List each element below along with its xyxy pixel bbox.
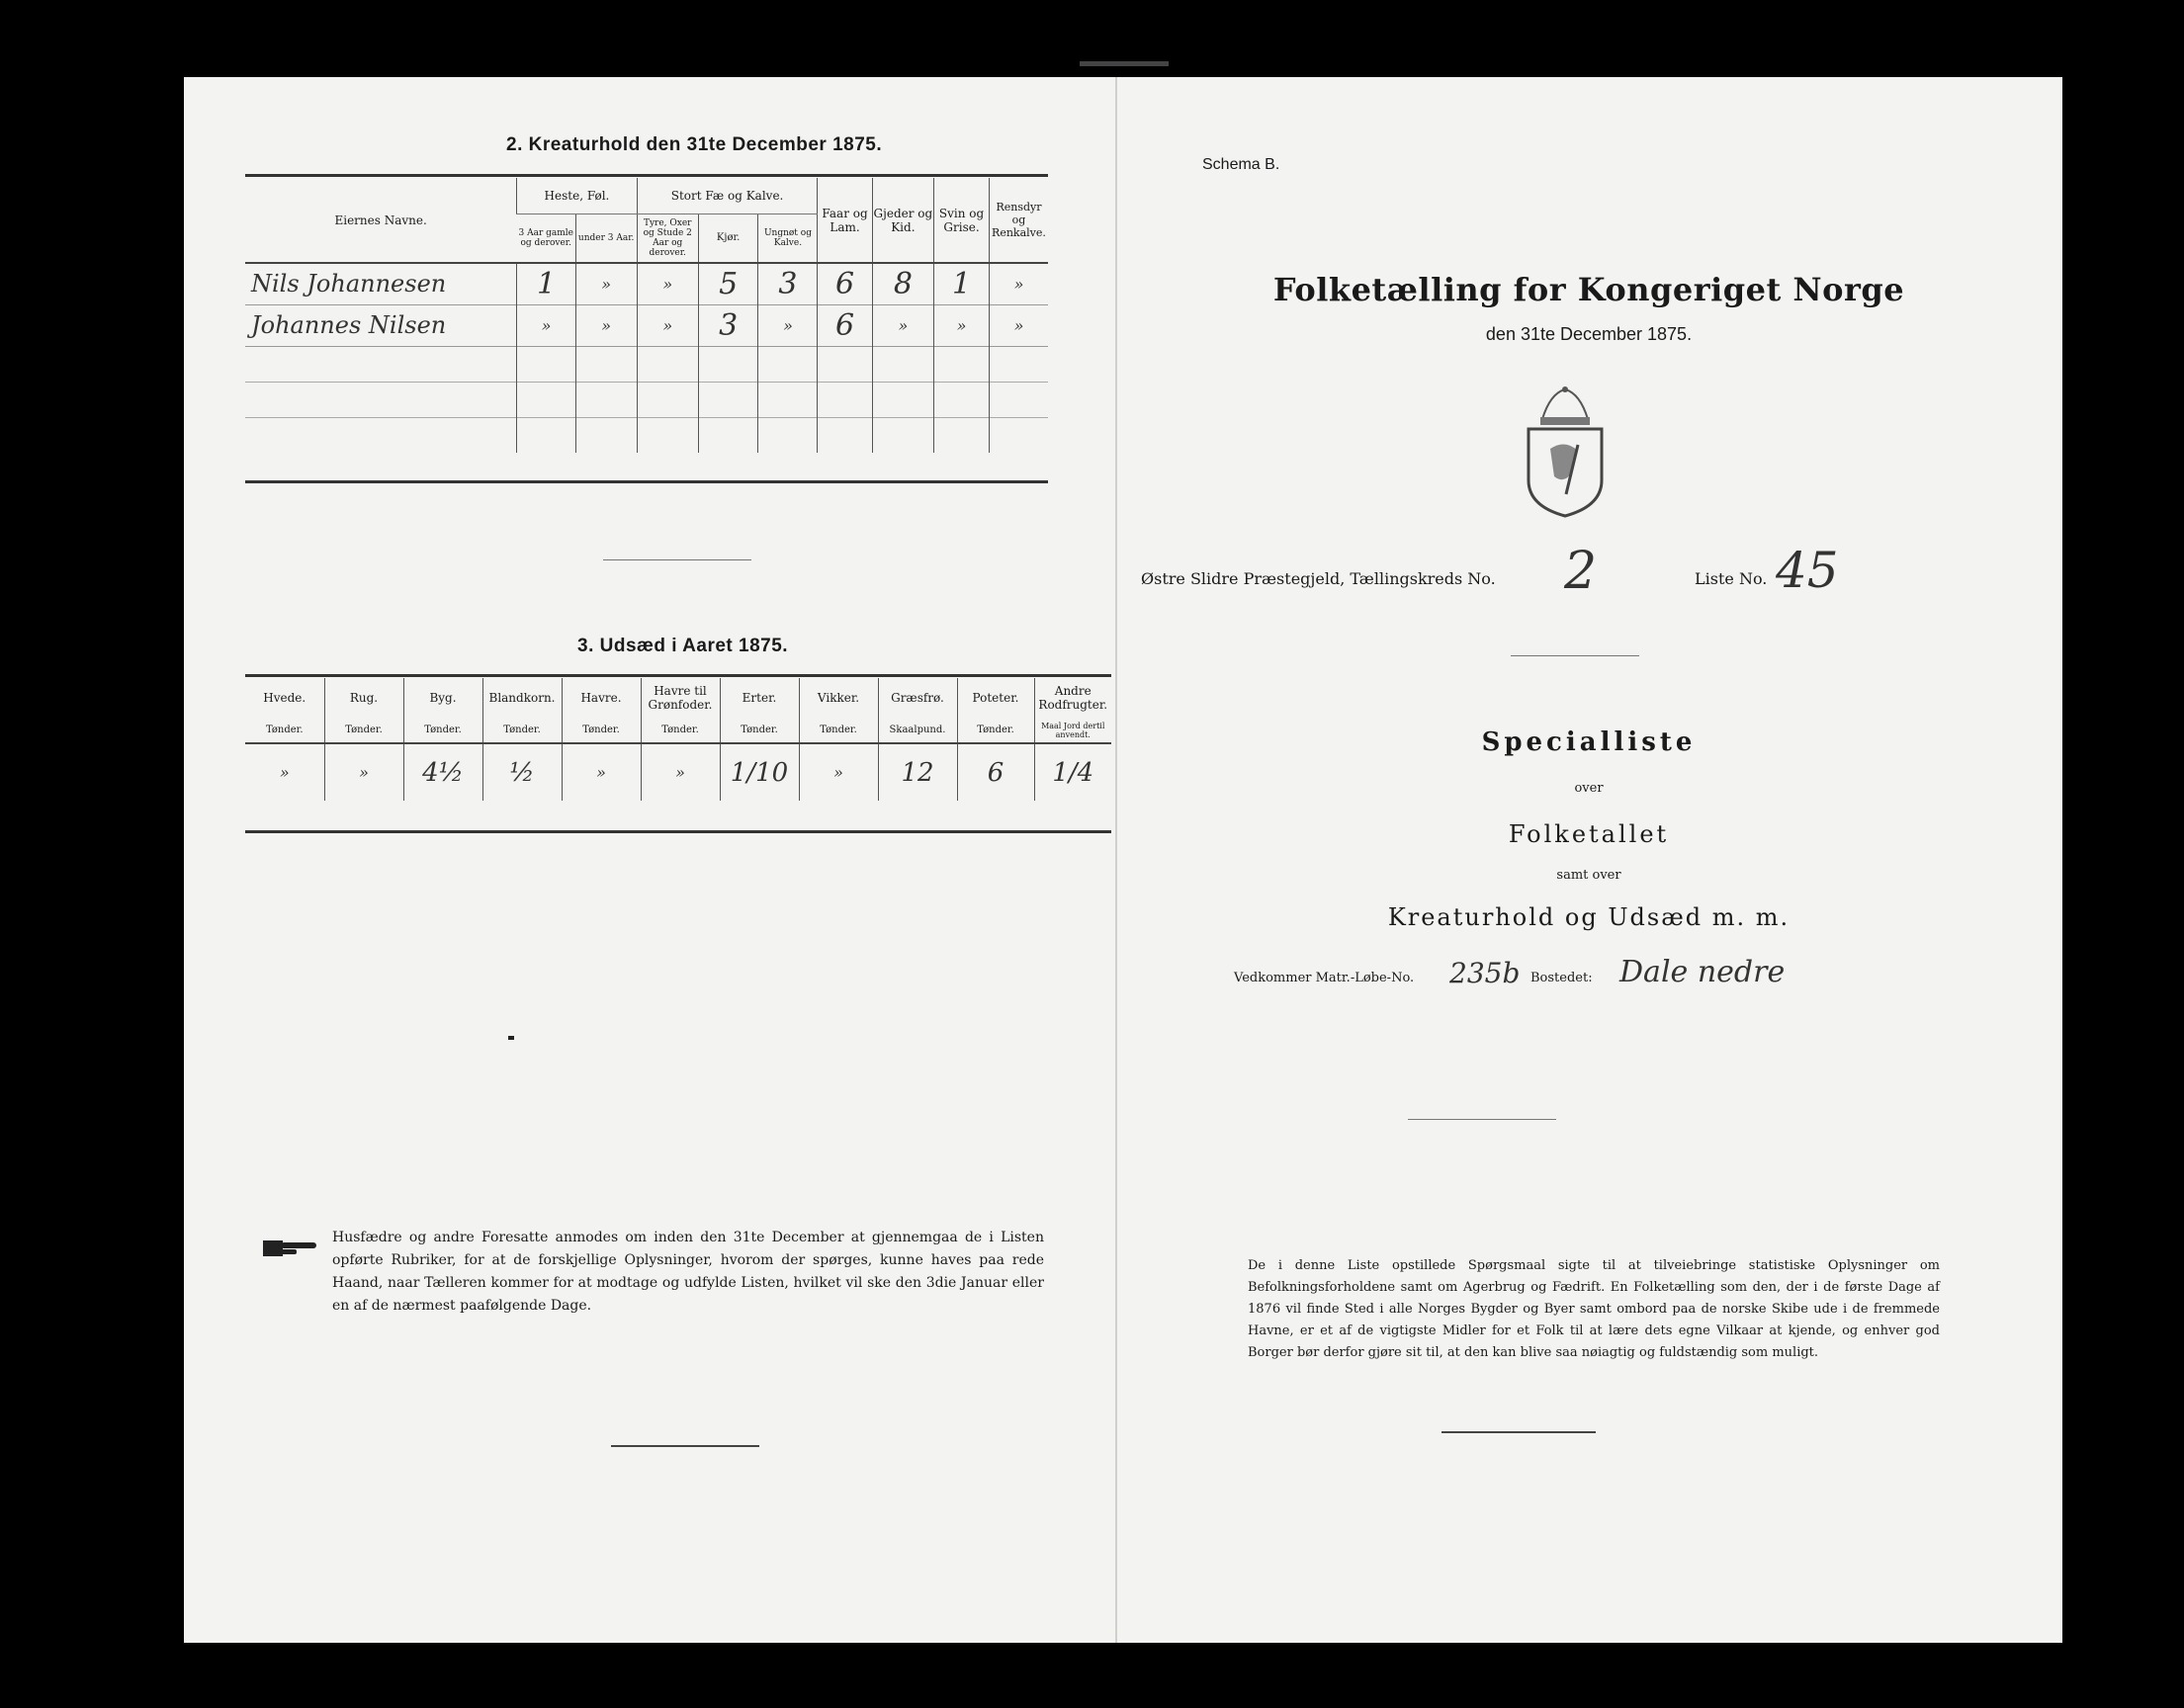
udsaed-col-header: Andre Rodfrugter.	[1034, 678, 1111, 718]
schema-label: Schema B.	[1202, 156, 1280, 173]
udsaed-unit: Skaalpund.	[878, 718, 957, 743]
cell: 6	[818, 304, 872, 346]
col-h1: 3 Aar gamle og derover.	[518, 227, 573, 248]
cell: »	[989, 304, 1048, 346]
cell: 3	[758, 263, 818, 304]
divider	[1441, 1431, 1596, 1433]
col-pigs: Svin og Grise.	[934, 178, 990, 263]
udsaed-col-header: Poteter.	[957, 678, 1034, 718]
udsaed-value: 6	[957, 743, 1034, 801]
udsaed-value: »	[641, 743, 720, 801]
divider	[603, 559, 751, 560]
cell: »	[758, 304, 818, 346]
cell: 3	[698, 304, 758, 346]
specialliste-title: Specialliste	[1481, 727, 1697, 757]
table-row	[245, 382, 1048, 417]
udsaed-header-row	[245, 678, 1111, 718]
kreatur-subtitle: Kreaturhold og Udsæd m. m.	[1387, 903, 1791, 931]
samt-over-label: samt over	[1556, 868, 1621, 883]
cell: 5	[698, 263, 758, 304]
udsaed-table	[245, 678, 1111, 801]
udsaed-unit-row	[245, 718, 1111, 743]
udsaed-unit: Tønder.	[482, 718, 562, 743]
divider	[1408, 1119, 1556, 1120]
udsaed-col-header: Blandkorn.	[482, 678, 562, 718]
liste-no: 45	[1776, 542, 1839, 599]
kreaturhold-table	[245, 178, 1048, 453]
owner-name: Nils Johannesen	[251, 270, 447, 299]
cell: »	[989, 263, 1048, 304]
kreds-no: 2	[1564, 542, 1598, 601]
cell: »	[517, 304, 575, 346]
matr-no: 235b	[1449, 957, 1521, 989]
owner-name: Johannes Nilsen	[251, 311, 447, 339]
udsaed-value: 4½	[403, 743, 482, 801]
udsaed-unit: Tønder.	[720, 718, 799, 743]
udsaed-value: »	[799, 743, 878, 801]
grp-horses: Heste, Føl.	[517, 178, 637, 214]
udsaed-unit: Tønder.	[265, 725, 304, 735]
udsaed-value: 12	[878, 743, 957, 801]
cell: 1	[517, 263, 575, 304]
udsaed-col-header: Hvede.	[263, 691, 306, 705]
col-c3: Ungnøt og Kalve.	[758, 214, 818, 263]
folketallet-title: Folketallet	[1508, 820, 1670, 848]
table-row	[245, 263, 1048, 304]
bosted-value: Dale nedre	[1619, 955, 1786, 989]
udsaed-value: ½	[482, 743, 562, 801]
udsaed-value: »	[562, 743, 641, 801]
cell: »	[575, 263, 637, 304]
kreaturhold-title: 2. Kreaturhold den 31te December 1875.	[506, 134, 883, 155]
col-c1: Tyre, Oxer og Stude 2 Aar og derover.	[637, 214, 698, 263]
col-reindeer: Rensdyr og Renkalve.	[989, 178, 1048, 263]
cell: 8	[872, 263, 934, 304]
cell: »	[575, 304, 637, 346]
over-label: over	[1574, 781, 1604, 796]
table-row	[245, 743, 1111, 801]
udsaed-value: 1/10	[720, 743, 799, 801]
cell: »	[934, 304, 990, 346]
udsaed-unit: Tønder.	[403, 718, 482, 743]
liste-label: Liste No.	[1695, 569, 1768, 588]
bosted-label: Bostedet:	[1530, 971, 1593, 985]
binding-mark	[1080, 61, 1169, 66]
table-bottom-rule	[245, 830, 1111, 833]
cell: »	[637, 304, 698, 346]
parish-label: Østre Slidre Præstegjeld, Tællingskreds No.	[1141, 569, 1496, 588]
grp-cattle: Stort Fæ og Kalve.	[637, 178, 818, 214]
table-row	[245, 417, 1048, 453]
coat-of-arms-icon	[1521, 385, 1610, 520]
udsaed-value: »	[279, 763, 290, 782]
udsaed-col-header: Havre til Grønfoder.	[641, 678, 720, 718]
udsaed-col-header: Havre.	[562, 678, 641, 718]
census-sheet	[184, 77, 2062, 1643]
matr-label: Vedkommer Matr.-Løbe-No.	[1234, 971, 1415, 985]
footer-text: De i denne Liste opstillede Spørgsmaal sigte til at tilveiebringe statistiske Oplysninger om Befolkningsforholdene samt om Agerbrug og Fædrift. En Folketælling som den, der i de første Dage af 1876 vil finde Sted i alle Norges Bygder og Byer samt ombord paa de norske Skibe ude i de fremmede Havne, er et af de vigtigste Midler for et Folk til at lære dets egne Vilkaar at kjende, og enhver god Borger bør derfor gjøre sit til, at den kan blive saa nøiagtig og fuldstændig som muligt.	[1248, 1258, 1940, 1360]
udsaed-col-header: Vikker.	[799, 678, 878, 718]
main-date: den 31te December 1875.	[1485, 324, 1693, 344]
ink-dot	[508, 1036, 514, 1040]
udsaed-col-header: Erter.	[720, 678, 799, 718]
udsaed-value: »	[324, 743, 403, 801]
divider	[611, 1445, 759, 1447]
udsaed-col-header: Byg.	[403, 678, 482, 718]
table-bottom-rule	[245, 480, 1048, 483]
main-title: Folketælling for Kongeriget Norge	[1272, 271, 1905, 308]
udsaed-col-header: Rug.	[324, 678, 403, 718]
table-row	[245, 304, 1048, 346]
udsaed-unit: Tønder.	[799, 718, 878, 743]
col-c2: Kjør.	[698, 214, 758, 263]
notice-text: Husfædre og andre Foresatte anmodes om inden den 31te December at gjennemgaa de i Listen opførte Rubriker, for at de forskjellige Oplysninger, hvorom der spørges, kunne haves paa rede Haand, naar Tælleren kommer for at modtage og udfylde Listen, hvilket vil ske den 3die Januar eller en af de nærmest paafølgende Dage.	[332, 1230, 1044, 1314]
udsaed-col-header: Græsfrø.	[878, 678, 957, 718]
udsaed-value: 1/4	[1034, 743, 1111, 801]
table-top-rule	[245, 674, 1111, 677]
table-top-rule	[245, 174, 1048, 177]
cell: »	[637, 263, 698, 304]
udsaed-unit: Tønder.	[324, 718, 403, 743]
table-row	[245, 346, 1048, 382]
col-goats: Gjeder og Kid.	[872, 178, 934, 263]
divider	[1511, 655, 1639, 656]
left-page	[184, 77, 1115, 1643]
col-h2: under 3 Aar.	[575, 214, 637, 263]
udsaed-title: 3. Udsæd i Aaret 1875.	[577, 636, 789, 656]
col-sheep: Faar og Lam.	[818, 178, 872, 263]
cell: »	[872, 304, 934, 346]
udsaed-unit: Maal Jord dertil anvendt.	[1034, 718, 1111, 743]
right-page	[1115, 77, 2062, 1643]
cell: 1	[934, 263, 990, 304]
pointing-hand-icon	[263, 1235, 320, 1260]
udsaed-unit: Tønder.	[562, 718, 641, 743]
col-owner: Eiernes Navne.	[334, 213, 427, 227]
cell: 6	[818, 263, 872, 304]
udsaed-unit: Tønder.	[641, 718, 720, 743]
udsaed-unit: Tønder.	[957, 718, 1034, 743]
